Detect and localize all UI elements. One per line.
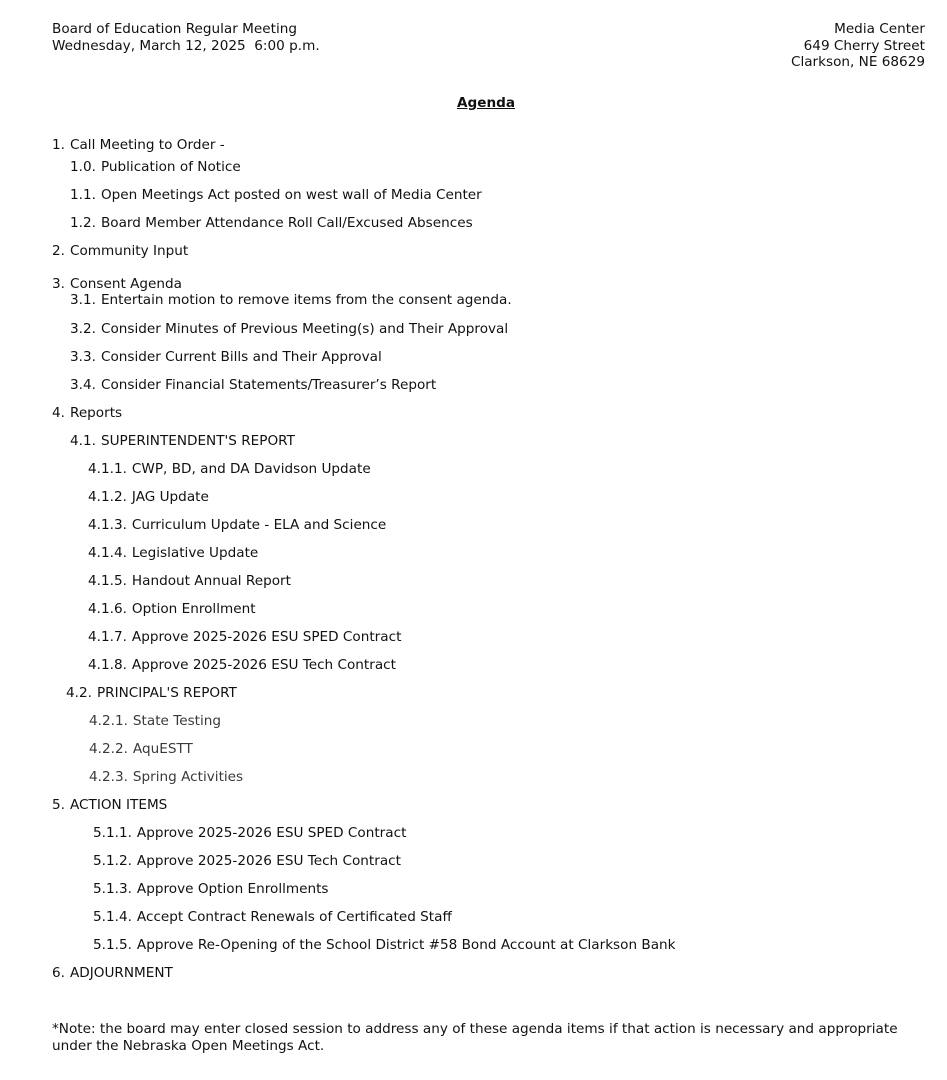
item-text: Spring Activities: [132, 769, 244, 785]
item-number: 5.: [52, 797, 65, 813]
location-street: 649 Cherry Street: [803, 37, 925, 54]
item-text: Community Input: [69, 243, 189, 259]
item-number: 3.3.: [70, 349, 96, 365]
item-number: 4.2.3.: [89, 769, 128, 785]
item-number: 3.4.: [70, 377, 96, 393]
item-number: 1.1.: [70, 187, 96, 203]
agenda-item: [66, 685, 237, 701]
item-number: 3.: [52, 276, 65, 292]
item-text: Accept Contract Renewals of Certificated Staff: [136, 909, 452, 925]
agenda-item: [70, 321, 508, 337]
agenda-item: [88, 573, 291, 589]
item-number: 4.1.4.: [88, 545, 127, 561]
agenda-item: [70, 349, 382, 365]
item-text: Consider Financial Statements/Treasurer’s Report: [100, 377, 437, 393]
agenda-item: [70, 292, 512, 308]
agenda-item: [52, 137, 225, 153]
agenda-item: [93, 937, 676, 953]
item-text: Publication of Notice: [100, 159, 241, 175]
agenda-item: [88, 601, 256, 617]
item-text: CWP, BD, and DA Davidson Update: [131, 461, 371, 477]
item-number: 5.1.4.: [93, 909, 132, 925]
item-number: 3.1.: [70, 292, 96, 308]
agenda-item: [93, 853, 401, 869]
agenda-item: [93, 909, 452, 925]
meeting-location: [791, 21, 925, 71]
item-text: Reports: [69, 405, 123, 421]
agenda-item: [88, 489, 209, 505]
item-text: Approve 2025-2026 ESU SPED Contract: [131, 629, 402, 645]
item-text: JAG Update: [131, 489, 209, 505]
item-number: 2.: [52, 243, 65, 259]
agenda-item: [88, 657, 396, 673]
item-text: State Testing: [132, 713, 222, 729]
item-text: AquESTT: [132, 741, 193, 757]
agenda-item: [52, 276, 182, 292]
agenda-item: [52, 797, 167, 813]
agenda-item: [89, 713, 221, 729]
item-number: 5.1.1.: [93, 825, 132, 841]
meeting-title: Board of Education Regular Meeting: [52, 21, 297, 37]
item-text: Call Meeting to Order -: [69, 137, 225, 153]
item-text: Approve 2025-2026 ESU Tech Contract: [131, 657, 396, 673]
item-number: 5.1.5.: [93, 937, 132, 953]
item-number: 4.1.6.: [88, 601, 127, 617]
item-text: Option Enrollment: [131, 601, 256, 617]
agenda-item: [88, 461, 371, 477]
item-text: Approve 2025-2026 ESU SPED Contract: [136, 825, 407, 841]
item-number: 4.1.: [70, 433, 96, 449]
item-number: 4.2.2.: [89, 741, 128, 757]
item-number: 4.2.: [66, 685, 92, 701]
agenda-item: [70, 187, 482, 203]
location-city: Clarkson, NE 68629: [790, 54, 925, 70]
agenda-item: [93, 881, 329, 897]
item-text: Board Member Attendance Roll Call/Excused Absences: [100, 215, 473, 231]
item-number: 1.: [52, 137, 65, 153]
item-number: 4.1.7.: [88, 629, 127, 645]
item-number: 4.1.3.: [88, 517, 127, 533]
item-text: SUPERINTENDENT'S REPORT: [100, 433, 295, 449]
agenda-item: [70, 377, 436, 393]
item-text: Approve Re-Opening of the School District #58 Bond Account at Clarkson Bank: [136, 937, 676, 953]
item-number: 3.2.: [70, 321, 96, 337]
item-text: Open Meetings Act posted on west wall of Media Center: [100, 187, 482, 203]
item-text: Consider Current Bills and Their Approval: [100, 349, 382, 365]
agenda-title: Agenda: [456, 95, 516, 111]
item-text: Legislative Update: [131, 545, 259, 561]
item-text: Consent Agenda: [69, 276, 182, 292]
meeting-header: [52, 21, 320, 54]
item-number: 4.1.5.: [88, 573, 127, 589]
item-number: 5.1.2.: [93, 853, 132, 869]
agenda-item: [88, 545, 258, 561]
agenda-item: [70, 215, 473, 231]
item-text: Entertain motion to remove items from the consent agenda.: [100, 292, 512, 308]
item-number: 4.: [52, 405, 65, 421]
item-text: Consider Minutes of Previous Meeting(s) and Their Approval: [100, 321, 509, 337]
item-number: 1.2.: [70, 215, 96, 231]
item-number: 4.1.8.: [88, 657, 127, 673]
meeting-datetime: Wednesday, March 12, 2025 6:00 p.m.: [52, 37, 320, 54]
item-text: PRINCIPAL'S REPORT: [96, 685, 237, 701]
item-text: ACTION ITEMS: [69, 797, 168, 813]
item-number: 5.1.3.: [93, 881, 132, 897]
item-number: 1.0.: [70, 159, 96, 175]
item-text: Curriculum Update - ELA and Science: [131, 517, 387, 533]
agenda-item: [52, 965, 173, 981]
item-number: 4.2.1.: [89, 713, 128, 729]
agenda-item: [52, 405, 122, 421]
agenda-item: [52, 243, 188, 259]
agenda-item: [88, 517, 386, 533]
item-text: ADJOURNMENT: [69, 965, 173, 981]
item-number: 4.1.2.: [88, 489, 127, 505]
item-number: 6.: [52, 965, 65, 981]
agenda-item: [89, 769, 243, 785]
agenda-item: [93, 825, 406, 841]
closed-session-note: *Note: the board may enter closed session to address any of these agenda items if that action is necessary and appropriate under the Nebraska Open Meetings Act.: [52, 1021, 898, 1054]
item-text: Handout Annual Report: [131, 573, 291, 589]
agenda-item: [70, 159, 241, 175]
item-text: Approve 2025-2026 ESU Tech Contract: [136, 853, 401, 869]
agenda-item: [70, 433, 295, 449]
location-name: Media Center: [834, 21, 925, 37]
item-number: 4.1.1.: [88, 461, 127, 477]
agenda-item: [88, 629, 401, 645]
agenda-item: [89, 741, 193, 757]
item-text: Approve Option Enrollments: [136, 881, 329, 897]
